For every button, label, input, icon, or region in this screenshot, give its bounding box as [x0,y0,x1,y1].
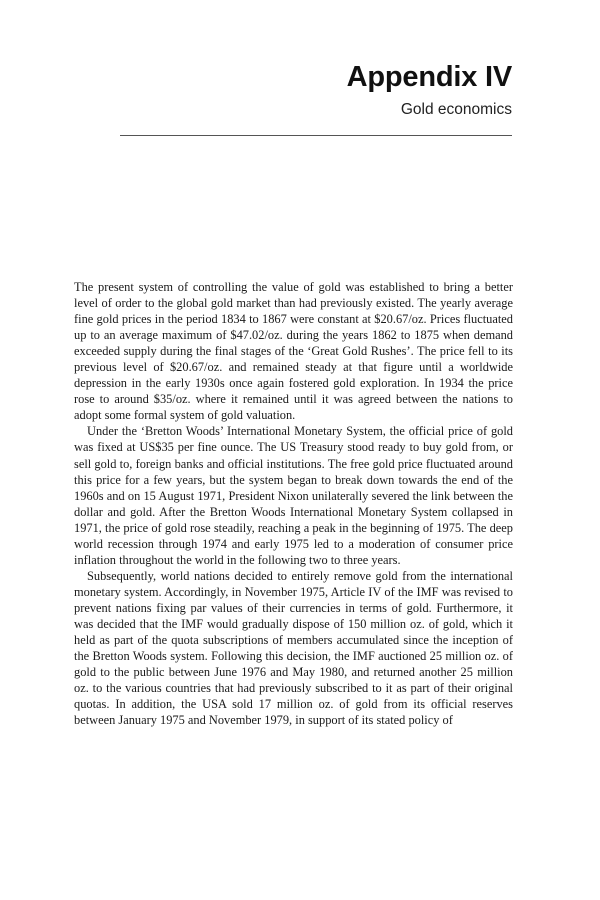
chapter-header [120,60,512,120]
chapter-title: Appendix IV [346,61,512,93]
paragraph: Subsequently, world nations decided to entirely remove gold from the international monetary system. Accordingly, in November 1975, Article IV of the IMF was revised to prevent nations fixing par values of their currencies in terms of gold. Furthermore, it was decided that the IMF would gradually dispose of 150 million oz. of gold, which it held as part of the quota subscriptions of members accumulated since the inception of the Bretton Woods system. Following this decision, the IMF auctioned 25 million oz. of gold to the public between June 1976 and May 1980, and returned another 25 million oz. to the various countries that had previously subscribed to it as part of their original quotas. In addition, the USA sold 17 million oz. of gold from its official reserves between January 1975 and November 1979, in support of its stated policy of [74,568,513,728]
chapter-subtitle: Gold economics [400,101,512,118]
paragraph: The present system of controlling the value of gold was established to bring a better level of order to the global gold market than had previously existed. The yearly average fine gold prices in the period 1834 to 1867 were constant at $20.67/oz. Prices fluctuated up to an average maximum of $47.02/oz. during the years 1862 to 1875 when demand exceeded supply during the final stages of the ‘Great Gold Rushes’. The price fell to its previous level of $20.67/oz. and remained steady at that figure until a worldwide depression in the early 1930s once again fostered gold exploration. In 1934 the price rose to around $35/oz. where it remained until it was agreed between the nations to adopt some formal system of gold valuation. [74,280,513,423]
header-divider [120,135,512,136]
body-text [74,279,513,728]
paragraph: Under the ‘Bretton Woods’ International Monetary System, the official price of gold was fixed at US$35 per fine ounce. The US Treasury stood ready to buy gold from, or sell gold to, foreign banks and official institutions. The free gold price fluctuated around this price for a few years, but the system began to break down towards the end of the 1960s and on 15 August 1971, President Nixon unilaterally severed the link between the dollar and gold. After the Bretton Woods International Monetary System collapsed in 1971, the price of gold rose steadily, reaching a peak in the beginning of 1975. The deep world recession through 1974 and early 1975 led to a moderation of consumer price inflation throughout the world in the following two to three years. [74,424,513,567]
